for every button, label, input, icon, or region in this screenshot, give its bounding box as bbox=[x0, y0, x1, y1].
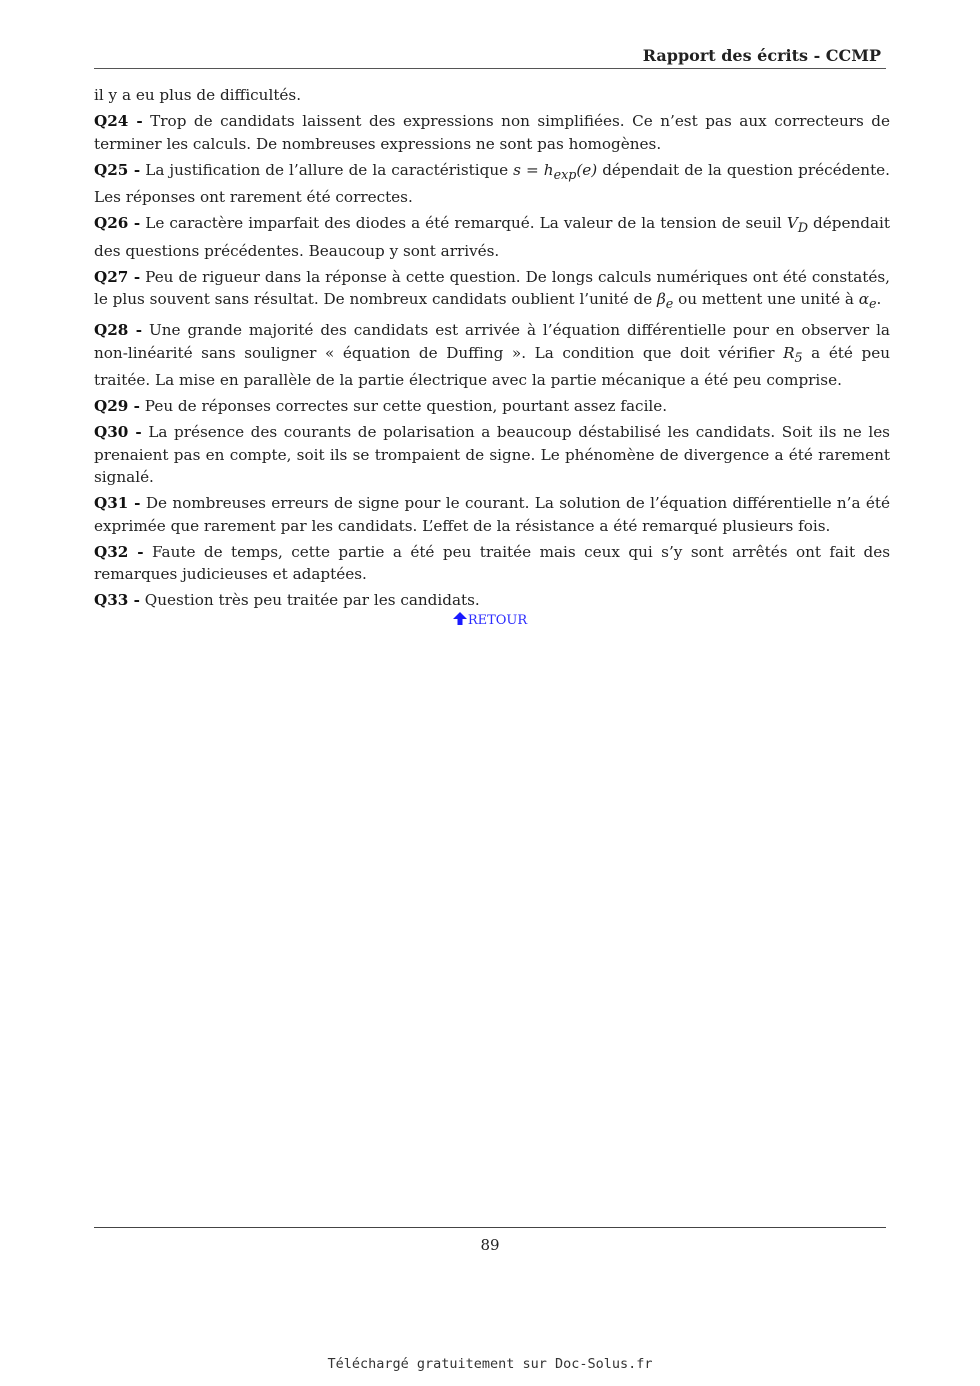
paragraph-text: . bbox=[876, 290, 882, 309]
paragraph-text: Trop de candidats laissent des expressions non simplifiées. Ce n’est pas aux correcteurs de terminer les calculs. De nombreuses expressions ne sont pas homogènes. bbox=[94, 112, 890, 153]
footer-rule bbox=[94, 1227, 886, 1228]
paragraph-q28 bbox=[94, 319, 890, 392]
question-label: Q24 - bbox=[94, 112, 143, 130]
math-expression bbox=[783, 343, 803, 365]
paragraph-text: a été peu traitée. La mise en parallèle de la partie électrique avec la partie mécanique a été peu comprise. bbox=[94, 343, 890, 390]
math-subscript: 5 bbox=[794, 349, 803, 365]
math-main: β bbox=[657, 290, 666, 309]
question-label: Q25 - bbox=[94, 160, 141, 179]
question-label: Q29 - bbox=[94, 397, 140, 416]
question-label: Q33 - bbox=[94, 591, 140, 610]
math-expression bbox=[858, 290, 877, 312]
paragraph-q29 bbox=[94, 395, 890, 418]
math-expression bbox=[513, 160, 598, 182]
paragraph-text: il y a eu plus de difficultés. bbox=[94, 86, 302, 104]
math-main: α bbox=[858, 290, 870, 309]
paragraph-q24 bbox=[94, 110, 890, 155]
question-label: Q28 - bbox=[94, 321, 143, 340]
paragraph-text: Question très peu traitée par les candidats. bbox=[144, 591, 480, 610]
report-body bbox=[94, 84, 890, 615]
paragraph-text: Une grande majorité des candidats est arrivée à l’équation différentielle pour en observer la non-linéarité sans souligner « équation de Duffing ». La condition que doit vérifier bbox=[94, 321, 890, 362]
retour-link[interactable] bbox=[453, 613, 527, 628]
math-subscript: e bbox=[665, 296, 674, 312]
paragraph-text: dépendait de la question précédente. Les réponses ont rarement été correctes. bbox=[94, 160, 890, 207]
paragraph-text: Faute de temps, cette partie a été peu traitée mais ceux qui s’y sont arrêtés ont fait des remarques judicieuses et adaptées. bbox=[94, 542, 890, 584]
math-main: s = h bbox=[513, 160, 554, 179]
retour-container bbox=[0, 612, 980, 628]
paragraph-text: La présence des courants de polarisation a beaucoup déstabilisé les candidats. Soit ils ne les prenaient pas en compte, soit ils se trompaient de signe. Le phénomène de divergence a été rarement signalé. bbox=[94, 423, 890, 487]
paragraph-text: Peu de réponses correctes sur cette question, pourtant assez facile. bbox=[144, 397, 668, 416]
page-number: 89 bbox=[480, 1236, 500, 1254]
paragraph-q32 bbox=[94, 541, 890, 586]
paragraph-text: dépendait des questions précédentes. Beaucoup y sont arrivés. bbox=[94, 214, 890, 260]
question-label: Q27 - bbox=[94, 267, 141, 286]
paragraph-q25 bbox=[94, 159, 890, 209]
arrow-up-icon bbox=[453, 613, 468, 628]
paragraph-continuation bbox=[94, 84, 890, 107]
paragraph-q33 bbox=[94, 589, 890, 612]
header-title: Rapport des écrits - CCMP bbox=[642, 46, 881, 65]
question-label: Q32 - bbox=[94, 542, 144, 561]
download-note: Téléchargé gratuitement sur Doc-Solus.fr bbox=[327, 1356, 653, 1372]
paragraph-text: La justification de l’allure de la caractéristique bbox=[145, 160, 514, 179]
math-subscript: D bbox=[797, 220, 808, 236]
math-subscript: exp bbox=[553, 166, 577, 182]
question-label: Q26 - bbox=[94, 214, 141, 233]
math-main: R bbox=[783, 343, 795, 362]
math-main: V bbox=[786, 214, 798, 233]
paragraph-text: Le caractère imparfait des diodes a été remarqué. La valeur de la tension de seuil bbox=[145, 214, 787, 233]
retour-label: RETOUR bbox=[467, 613, 528, 628]
math-argument: (e) bbox=[576, 160, 598, 179]
paragraph-q30 bbox=[94, 421, 890, 489]
paragraph-q27 bbox=[94, 266, 890, 316]
paragraph-text: De nombreuses erreurs de signe pour le courant. La solution de l’équation différentielle n’a été exprimée que rarement par les candidats. L’effet de la résistance a été remarqué plusieurs fois. bbox=[94, 494, 890, 535]
math-expression bbox=[786, 214, 808, 236]
header-rule bbox=[94, 68, 886, 69]
paragraph-q26 bbox=[94, 212, 890, 262]
paragraph-text: Peu de rigueur dans la réponse à cette question. De longs calculs numériques ont été constatés, le plus souvent sans résultat. De nombreux candidats oublient l’unité de bbox=[94, 267, 890, 309]
question-label: Q31 - bbox=[94, 494, 141, 513]
paragraph-q31 bbox=[94, 492, 890, 537]
paragraph-text: ou mettent une unité à bbox=[673, 290, 859, 309]
math-subscript: e bbox=[869, 296, 877, 312]
math-expression bbox=[657, 290, 674, 312]
question-label: Q30 - bbox=[94, 423, 142, 442]
